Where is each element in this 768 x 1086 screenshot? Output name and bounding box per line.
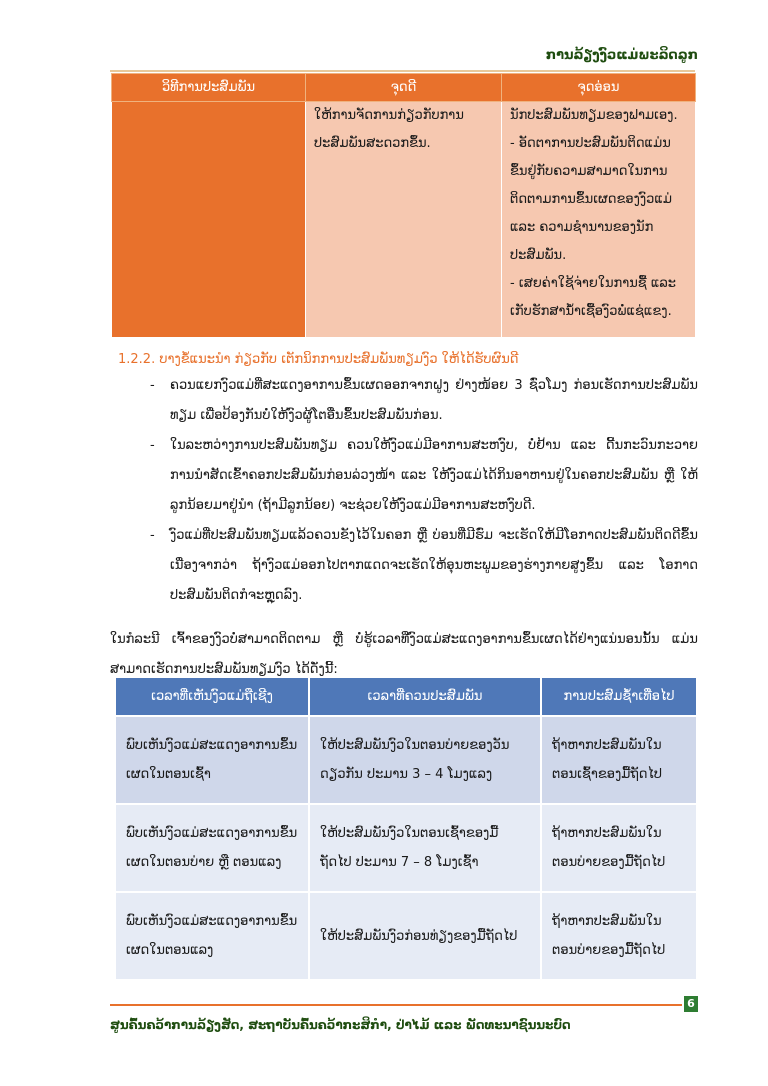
list-item: - ໃນລະຫວ່າງການປະສົມພັນທຽມ ຄວນໃຫ້ງົວແມ່ມີອາການສະຫງົບ, ບໍ່ຢ້ານ ແລະ ດີ້ນກະວົນກະວາຍ ການນຳສັດເຂົ້າຄອກປະສົມພັນກ່ອນລ່ວງໜ້າ ແລະ ໃຫ້ງົວແມ່ໄດ້ກິນອາຫານຢູ່ໃນຄອກປະສົມພັນ ຫຼື ໃຫ້ລູກນ້ອຍມາຢູ່ນຳ (ຖ້າມີລູກນ້ອຍ) ຈະຊ່ວຍໃຫ້ງົວແມ່ມີອາການສະຫງົບດີ.: [150, 431, 698, 521]
table-row: [112, 102, 696, 338]
table-cell: ພົບເຫັນງົວແມ່ສະແດງອາການຂຶ້ນເຜດໃນຕອນແລງ: [115, 892, 309, 980]
table-cell: ໃຫ້ປະສົມພັນງົວໃນຕອນເຊົ້າຂອງມື້ຖັດໄປ ປະມານ 7 – 8 ໂມງເຊົ້າ: [309, 804, 541, 892]
intro-paragraph: ໃນກໍລະນີ ເຈົ້າຂອງງົວບໍ່ສາມາດຕິດຕາມ ຫຼື ບໍ່ຮູ້ເວລາທີ່ງົວແມ່ສະແດງອາການຂຶ້ນເຜດໄດ້ຢ່າງແນ່ນອນນັ້ນ ແມ່ນສາມາດເຮັດການປະສົມພັນທຽມງົວ ໄດ້ດັ່ງນີ້:: [110, 632, 698, 677]
timing-table: [114, 676, 698, 981]
pros-cell: ໃຫ້ການຈັດການກ່ຽວກັບການປະສົມພັນສະດວກຂຶ້ນ.: [306, 102, 502, 338]
cons-cell: [502, 102, 696, 338]
list-item: - ຄວນແຍກງົວແມ່ທີ່ສະແດງອາການຂຶ້ນເຜດອອກຈາກຝູງ ຢ່າງໜ້ອຍ 3 ຊົ່ວໂມງ ກ່ອນເຮັດການປະສົມພັນທຽມ ເພື່ອປ້ອງກັນບໍ່ໃຫ້ງົວຜູ້ໂຕອື່ນຂຶ້ນປະສົມພັນກ່ອນ.: [150, 371, 698, 431]
page-number: 6: [684, 996, 698, 1012]
recommendation-list: [118, 371, 698, 611]
column-header: ການປະສົມຊ້ຳເທື່ອໄປ: [541, 677, 697, 716]
column-header: ເວລາທີ່ເຫັນງົວແມ່ຖືເຊີງ: [115, 677, 309, 716]
table-cell: ໃຫ້ປະສົມພັນງົວໃນຕອນບ່າຍຂອງວັນດຽວກັນ ປະມານ 3 – 4 ໂມງແລງ: [309, 716, 541, 804]
section-heading: 1.2.2. ບາງຂໍ້ແນະນຳ ກ່ຽວກັບ ເຕັກນິກການປະສົມພັນທຽມງົວ ໃຫ້ໄດ້ຮັບຜົນດີ: [118, 352, 519, 367]
header-rule: [110, 70, 695, 72]
table-cell: ພົບເຫັນງົວແມ່ສະແດງອາການຂຶ້ນເຜດໃນຕອນບ່າຍ ຫຼື ຕອນແລງ: [115, 804, 309, 892]
list-item: ນັກປະສົມພັນທຽມຂອງຟາມເອງ.: [510, 108, 678, 123]
table-cell: ຖ້າຫາກປະສົມພັນໃນຕອນບ່າຍຂອງມື້ຖັດໄປ: [541, 804, 697, 892]
table-row: [115, 716, 697, 804]
table-row: [115, 892, 697, 980]
comparison-table: [111, 73, 696, 338]
method-cell: [112, 102, 306, 338]
table-header-row: [115, 677, 697, 716]
section-1-2-2: [118, 352, 698, 611]
column-header: ຈຸດດີ: [306, 74, 502, 102]
table-row: [115, 804, 697, 892]
list-item: - ເສຍຄ່າໃຊ້ຈ່າຍໃນການຊື້ ແລະ ເກັບຮັກສານ້ຳເຊື້ອງົວພໍ່ແຊ່ແຂງ.: [510, 276, 677, 319]
table-cell: ຖ້າຫາກປະສົມພັນໃນຕອນເຊົ້າຂອງມື້ຖັດໄປ: [541, 716, 697, 804]
list-item: - ອັດຕາການປະສົມພັນຕິດແມ່ນຂຶ້ນຢູ່ກັບຄວາມສາມາດໃນການຕິດຕາມການຂຶ້ນເຜດຂອງງົວແມ່ ແລະ ຄວາມຊຳນານຂອງນັກປະສົມພັນ.: [510, 136, 673, 263]
table-cell: ໃຫ້ປະສົມພັນງົວກ່ອນທ່ຽງຂອງມື້ຖັດໄປ: [309, 892, 541, 980]
table-cell: ຖ້າຫາກປະສົມພັນໃນຕອນບ່າຍຂອງມື້ຖັດໄປ: [541, 892, 697, 980]
running-header: ການລ້ຽງງົວແມ່ພະລິດລູກ: [545, 48, 698, 63]
table-cell: ພົບເຫັນງົວແມ່ສະແດງອາການຂຶ້ນເຜດໃນຕອນເຊົ້າ: [115, 716, 309, 804]
table-header-row: [112, 74, 696, 102]
column-header: ວິທີການປະສົມພັນ: [112, 74, 306, 102]
footer-text: ສູນຄົ້ນຄວ້າການລ້ຽງສັດ, ສະຖາບັນຄົ້ນຄວ້າກະສິກຳ, ປ່າໄມ້ ແລະ ພັດທະນາຊົນນະບົດ: [110, 1018, 571, 1032]
column-header: ຈຸດອ່ອນ: [502, 74, 696, 102]
column-header: ເວລາທີ່ຄວນປະສົມພັນ: [309, 677, 541, 716]
footer-rule: [110, 1004, 682, 1006]
list-item: - ງົວແມ່ທີ່ປະສົມພັນທຽມແລ້ວຄວນຂັງໄວ້ໃນຄອກ ຫຼື ບ່ອນທີ່ມີຮົ່ມ ຈະເຮັດໃຫ້ມີໂອກາດປະສົມພັນຕິດດີຂຶ້ນ ເນື່ອງຈາກວ່າ ຖ້າງົວແມ່ອອກໄປຕາກແດດຈະເຮັດໃຫ້ອຸນຫະພູມຂອງຮ່າງກາຍສູງຂຶ້ນ ແລະ ໂອກາດປະສົມພັນຕິດກໍຈະຫຼຸດລົງ.: [150, 521, 698, 611]
